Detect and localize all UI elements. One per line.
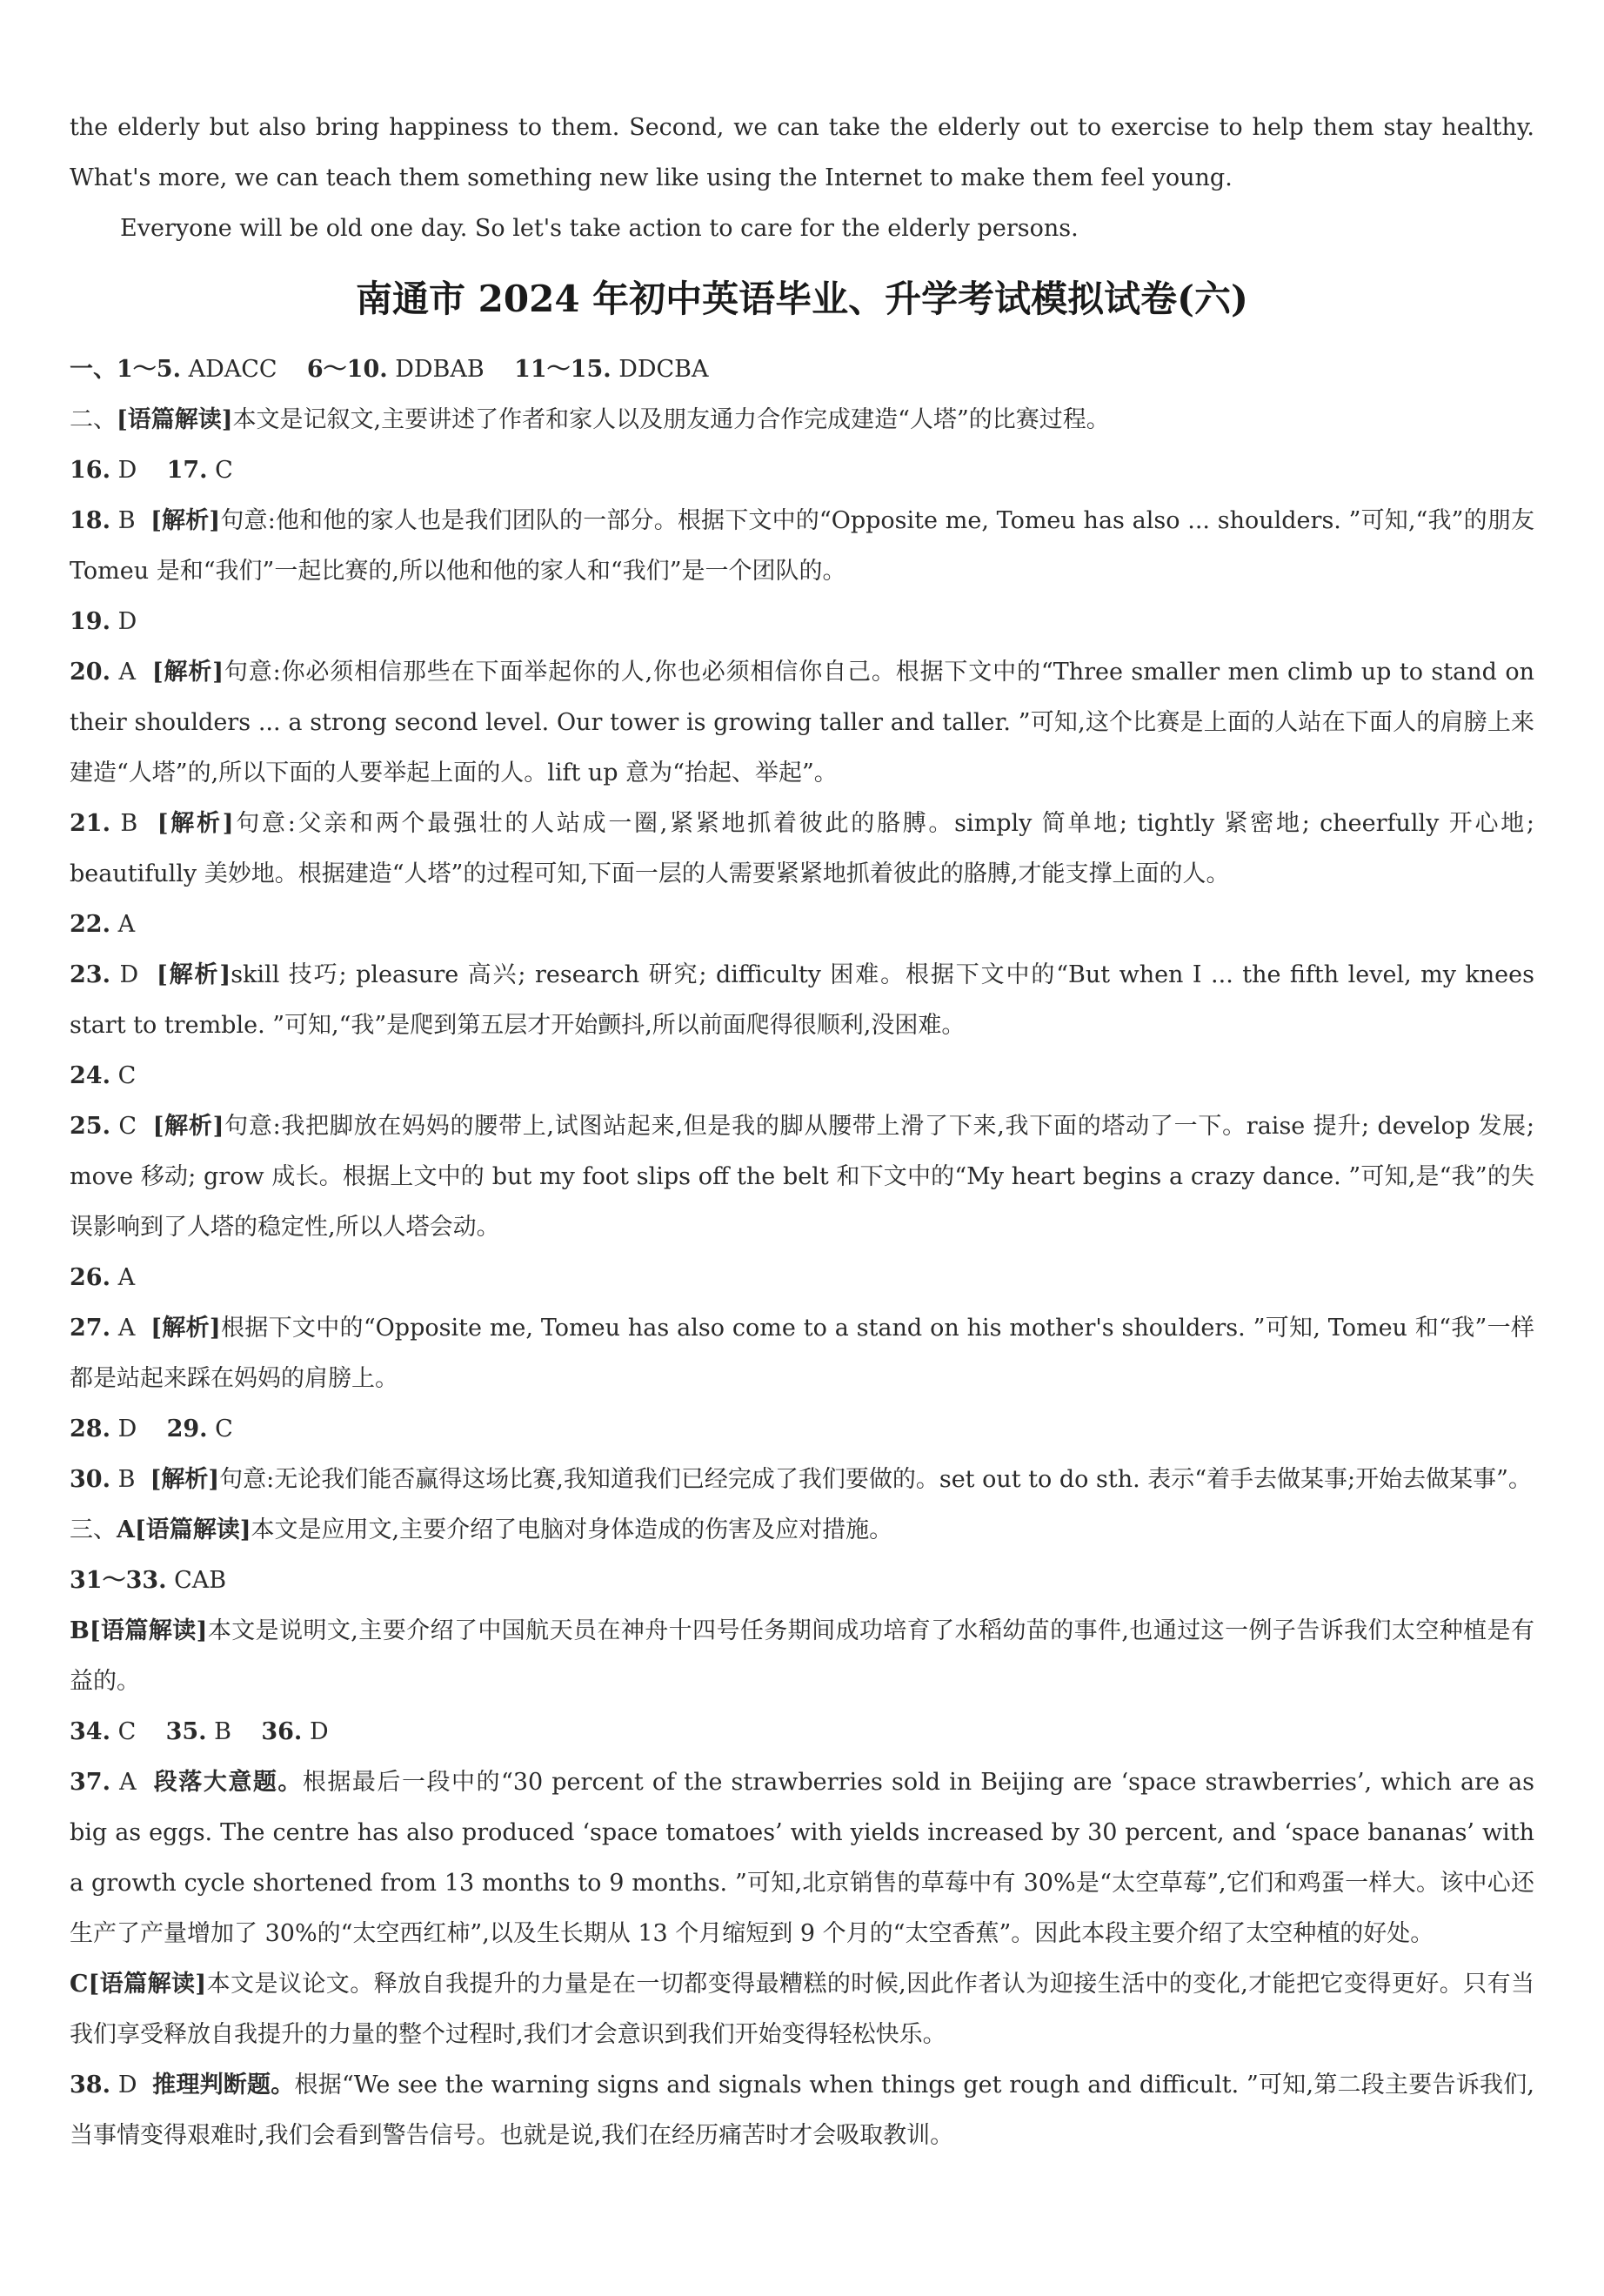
question-type: 段落大意题。 xyxy=(153,1769,303,1796)
answer-letter: D xyxy=(117,457,137,484)
analysis-tag: [解析] xyxy=(150,1315,221,1342)
answer-letter: A xyxy=(117,1315,136,1342)
explanation-text: 句意:他和他的家人也是我们团队的一部分。根据下文中的“Opposite me, Tomeu has also ... shoulders. ”可知,“我”的朋友 Tomeu 是和“我们”一起比赛的,所以他和他的家人和“我们”是一个团队的。 xyxy=(70,507,1534,585)
answer-letter: C xyxy=(215,457,233,484)
analysis-tag: [解析] xyxy=(152,1113,224,1140)
question-number: 24. xyxy=(70,1062,110,1089)
question-number: 27. xyxy=(70,1315,110,1342)
answer-letter: D xyxy=(117,1416,137,1443)
question-number: 23. xyxy=(70,961,110,988)
answer-letter: A xyxy=(119,1769,137,1796)
question-number: 30. xyxy=(70,1466,110,1493)
question-number: 21. xyxy=(70,810,110,837)
answer-letter: D xyxy=(119,961,139,988)
answer-explanation xyxy=(70,496,1534,597)
summary-text: 本文是议论文。释放自我提升的力量是在一切都变得最糟糕的时候,因此作者认为迎接生活中的变化,才能把它变得更好。只有当我们享受释放自我提升的力量的整个过程时,我们才会意识到我们开始变得轻松快乐。 xyxy=(70,1971,1534,2048)
answer-line xyxy=(70,900,1534,950)
summary-text: 本文是应用文,主要介绍了电脑对身体造成的伤害及应对措施。 xyxy=(251,1516,893,1543)
question-number: 18. xyxy=(70,507,110,534)
answer-range: 11～15. xyxy=(514,356,612,383)
question-number: 38. xyxy=(70,2072,110,2099)
question-number: 37. xyxy=(70,1769,110,1796)
section-tag: [语篇解读] xyxy=(117,406,233,433)
analysis-tag: [解析] xyxy=(150,1466,220,1493)
explanation-text: 句意:父亲和两个最强壮的人站成一圈,紧紧地抓着彼此的胳膊。simply 简单地; tightly 紧密地; cheerfully 开心地; beautifully 美妙地。根据建造“人塔”的过程可知,下面一层的人需要紧紧地抓着彼此的胳膊,才能支撑上面的人。 xyxy=(70,810,1535,887)
answer-line xyxy=(70,1051,1534,1101)
section3a-summary xyxy=(70,1505,1534,1556)
explanation-text: 句意:无论我们能否赢得这场比赛,我知道我们已经完成了我们要做的。set out to do sth. 表示“着手去做某事;开始去做某事”。 xyxy=(219,1466,1532,1493)
page-title: 南通市 2024 年初中英语毕业、升学考试模拟试卷(六) xyxy=(356,278,1248,320)
answer-values: CAB xyxy=(174,1567,227,1594)
answer-values: ADACC xyxy=(188,356,277,383)
question-number: 34. xyxy=(70,1718,110,1745)
passage-letter: B xyxy=(70,1617,90,1644)
question-number: 19. xyxy=(70,608,110,635)
analysis-tag: [解析] xyxy=(157,810,234,837)
answer-letter: D xyxy=(309,1718,329,1745)
explanation-text: 句意:我把脚放在妈妈的腰带上,试图站起来,但是我的脚从腰带上滑了下来,我下面的塔动了一下。raise 提升; develop 发展; move 移动; grow 成长。根据上文中的 but my foot slips off the belt 和下文中的“My heart begins a crazy dance. ”可知,是“我”的失误影响到了人塔的稳定性,所以人塔会动。 xyxy=(70,1113,1534,1241)
summary-text: 本文是说明文,主要介绍了中国航天员在神舟十四号任务期间成功培育了水稻幼苗的事件,也通过这一例子告诉我们太空种植是有益的。 xyxy=(70,1617,1534,1695)
explanation-text: 根据下文中的“Opposite me, Tomeu has also come to a stand on his mother's shoulders. ”可知, Tomeu 和“我”一样都是站起来踩在妈妈的肩膀上。 xyxy=(70,1315,1534,1392)
question-number: 17. xyxy=(166,457,208,484)
summary-text: 本文是记叙文,主要讲述了作者和家人以及朋友通力合作完成建造“人塔”的比赛过程。 xyxy=(232,406,1110,433)
answer-range: 6～10. xyxy=(306,356,388,383)
answer-line xyxy=(70,1404,1534,1455)
answer-values: DDCBA xyxy=(618,356,709,383)
answer-explanation xyxy=(70,799,1534,900)
explanation-text: skill 技巧; pleasure 高兴; research 研究; difficulty 困难。根据下文中的“But when I ... the fifth level, my knees start to tremble. ”可知,“我”是爬到第五层才开始颤抖,所以前面爬得很顺利,没困难。 xyxy=(70,961,1534,1039)
section-tag: [语篇解读] xyxy=(134,1516,251,1543)
answer-explanation xyxy=(70,1303,1534,1404)
answer-range: 1～5. xyxy=(117,356,181,383)
question-number: 16. xyxy=(70,457,110,484)
question-number: 22. xyxy=(70,911,110,938)
answer-explanation xyxy=(70,1455,1534,1505)
answer-letter: B xyxy=(120,810,138,837)
question-number: 28. xyxy=(70,1416,110,1443)
answer-letter: B xyxy=(214,1718,232,1745)
answer-letter: B xyxy=(117,507,136,534)
answer-line xyxy=(70,1707,1534,1757)
answer-explanation xyxy=(70,950,1534,1051)
passage-letter: A xyxy=(117,1516,135,1543)
analysis-tag: [解析] xyxy=(157,961,231,988)
explanation-text: 根据“We see the warning signs and signals when things get rough and difficult. ”可知,第二段主要告诉我们,当事情变得艰难时,我们会看到警告信号。也就是说,我们在经历痛苦时才会吸取教训。 xyxy=(70,2072,1535,2149)
answer-letter: C xyxy=(117,1718,137,1745)
question-number: 20. xyxy=(70,659,110,686)
answer-letter: C xyxy=(117,1062,137,1089)
question-type: 推理判断题。 xyxy=(152,2072,295,2099)
answer-values: DDBAB xyxy=(395,356,485,383)
answer-explanation xyxy=(70,647,1534,799)
analysis-tag: [解析] xyxy=(151,659,224,686)
answer-explanation xyxy=(70,1757,1534,1959)
answer-letter: D xyxy=(117,2072,137,2099)
section3b-summary xyxy=(70,1606,1534,1707)
question-number: 35. xyxy=(165,1718,207,1745)
section1-answers xyxy=(70,345,1534,395)
intro-conclusion: Everyone will be old one day. So let's take action to care for the elderly persons. xyxy=(120,215,1079,242)
question-number: 29. xyxy=(166,1416,208,1443)
explanation-text: 根据最后一段中的“30 percent of the strawberries sold in Beijing are ‘space strawberries’, which are as big as eggs. The centre has also produced ‘space tomatoes’ with yields increased by 30 percent, and ‘space bananas’ with a growth cycle shortened from 13 months to 9 months. ”可知,北京销售的草莓中有 30%是“太空草莓”,它们和鸡蛋一样大。该中心还生产了产量增加了 30%的“太空西红柿”,以及生长期从 13 个月缩短到 9 个月的“太空香蕉”。因此本段主要介绍了太空种植的好处。 xyxy=(70,1769,1534,1947)
passage-letter: C xyxy=(70,1971,89,1998)
answer-letter: D xyxy=(117,608,137,635)
answer-letter: B xyxy=(117,1466,136,1493)
section-tag: [语篇解读] xyxy=(88,1971,207,1998)
section-tag: [语篇解读] xyxy=(89,1617,208,1644)
analysis-tag: [解析] xyxy=(150,507,221,534)
answer-letter: A xyxy=(118,659,136,686)
answer-explanation xyxy=(70,2060,1534,2161)
question-number: 26. xyxy=(70,1264,110,1291)
page-content xyxy=(70,103,1534,2161)
answer-letter: A xyxy=(117,1264,136,1291)
answer-line xyxy=(70,597,1534,647)
answer-line xyxy=(70,1253,1534,1303)
answer-range: 31～33. xyxy=(70,1567,167,1594)
section3c-summary xyxy=(70,1959,1534,2060)
answer-explanation xyxy=(70,1101,1534,1253)
section3-label: 三、 xyxy=(70,1516,117,1543)
section2-label: 二、 xyxy=(70,406,117,433)
answer-line xyxy=(70,1556,1534,1606)
answer-letter: C xyxy=(215,1416,233,1443)
question-number: 36. xyxy=(261,1718,303,1745)
answer-line xyxy=(70,445,1534,496)
answer-letter: A xyxy=(117,911,136,938)
question-number: 25. xyxy=(70,1113,110,1140)
answer-letter: C xyxy=(118,1113,137,1140)
section1-label: 一、 xyxy=(70,356,117,383)
section2-summary xyxy=(70,395,1534,445)
explanation-text: 句意:你必须相信那些在下面举起你的人,你也必须相信你自己。根据下文中的“Three smaller men climb up to stand on their shoulders ... a strong second level. Our tower is growing taller and taller. ”可知,这个比赛是上面的人站在下面人的肩膀上来建造“人塔”的,所以下面的人要举起上面的人。lift up 意为“抬起、举起”。 xyxy=(70,659,1534,787)
intro-paragraph: the elderly but also bring happiness to them. Second, we can take the elderly out to exercise to help them stay healthy. What's more, we can teach them something new like using the Internet to make them feel young. xyxy=(70,114,1534,191)
